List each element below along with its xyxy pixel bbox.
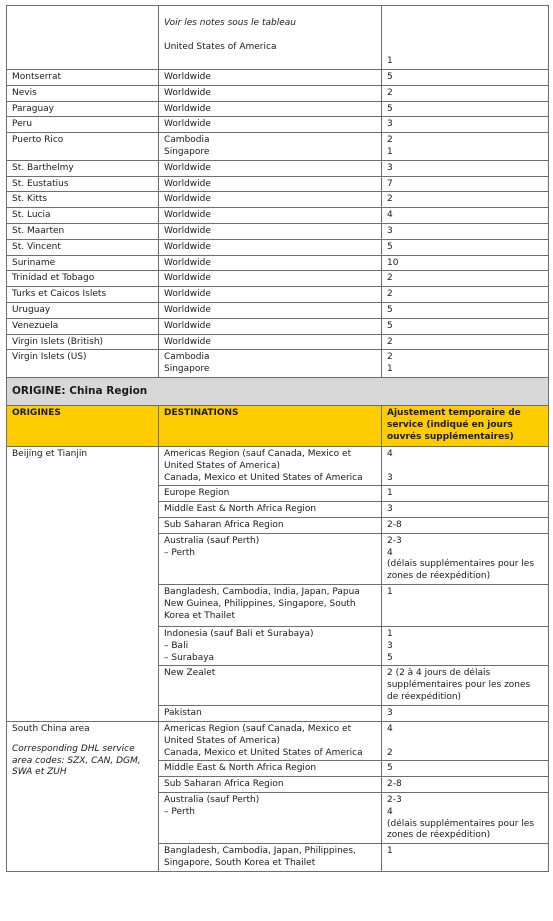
table-row [7,223,549,239]
destination-cell [159,239,382,255]
destination-cell [159,160,382,176]
destination-cell: Middle East & North Africa Region [159,502,382,518]
adjustment-value: 5 [387,241,393,252]
destination-text: Worldwide [164,241,211,252]
adjustment-value: 4 [387,210,393,221]
adjustment-cell: 2-3 4 (délais supplémentaires pour les zones de réexpédition) [382,793,549,844]
origin-name: Nevis [12,87,37,98]
adjustment-cell [382,176,549,192]
origin-name: Puerto Rico [12,135,64,146]
adjustment-cell [382,239,549,255]
region-heading-row [7,377,549,405]
adjustment-cell [382,271,549,287]
destination-cell: Americas Region (sauf Canada, Mexico et United States of America) Canada, Mexico et United States of America [159,446,382,485]
adjustment-value: 3 [387,162,393,173]
origin-cell [7,208,159,224]
adjustment-cell: 3 [382,502,549,518]
adjustment-cell: 5 [382,761,549,777]
table-row [7,271,549,287]
destination-cell [159,255,382,271]
origin-cell [7,722,159,872]
service-adjustment-table [6,5,549,872]
origin-name: Virgin Islets (US) [12,352,87,363]
origin-cell [7,318,159,334]
destination-cell: Pakistan [159,706,382,722]
table-row [7,287,549,303]
destination-cell [159,70,382,86]
origin-name: St. Eustatius [12,178,69,189]
destination-text: Worldwide [164,304,211,315]
origin-name: St. Lucia [12,210,51,221]
destination-cell: Sub Saharan Africa Region [159,777,382,793]
origin-cell [7,446,159,721]
origin-cell [7,350,159,378]
origin-cell [7,192,159,208]
destination-text: Cambodia [164,135,210,146]
origin-cell [7,223,159,239]
origin-cell [7,287,159,303]
header-destinations: DESTINATIONS [159,405,382,446]
table-row [7,117,549,133]
origin-cell [7,85,159,101]
destination-text: Worldwide [164,225,211,236]
adjustment-cell [382,160,549,176]
adjustment-cell [382,302,549,318]
adjustment-cell: 1 3 5 [382,626,549,665]
table-row [7,192,549,208]
adjustment-value: 3 [387,225,393,236]
adjustment-value: 5 [387,72,393,82]
destination-text: Worldwide [164,336,211,347]
destination-text: Worldwide [164,119,211,130]
origin-cell [7,334,159,350]
adjustment-value: 1 [387,364,393,375]
table-row [7,133,549,161]
origin-name: Beijing et Tianjin [12,448,88,459]
destination-cell [159,85,382,101]
adjustment-cell [382,117,549,133]
table-row [7,318,549,334]
table-row [7,350,549,378]
destination-text: Worldwide [164,178,211,189]
destination-cell [159,117,382,133]
destination-cell [159,192,382,208]
adjustment-value: 10 [387,257,399,268]
destination-text: United States of America [164,41,277,52]
adjustment-value: 2 [387,336,393,347]
origin-name: Trinidad et Tobago [12,273,95,284]
adjustment-cell: 3 [382,706,549,722]
adjustment-cell: 1 [382,584,549,626]
adjustment-cell [382,350,549,378]
destination-cell [159,176,382,192]
destination-text: Worldwide [164,103,211,114]
destination-text: Singapore [164,146,210,157]
adjustment-cell: 4 3 [382,446,549,485]
continuation-row [7,6,549,70]
adjustment-cell [382,255,549,271]
destination-cell [159,133,382,161]
adjustment-value: 2 [387,273,393,284]
adjustment-value: 5 [387,320,393,331]
table-row [7,722,549,761]
service-area-note: Corresponding DHL service area codes: SZX, CAN, DGM, SWA et ZUH [12,743,141,778]
adjustment-value: 5 [387,304,393,315]
adjustment-value: 2 [387,194,393,205]
destination-text: Singapore [164,364,210,375]
header-origins: ORIGINES [7,405,159,446]
adjustment-value: 1 [387,56,393,67]
column-header-row [7,405,549,446]
adjustment-value: 1 [387,146,393,157]
adjustment-cell [382,70,549,86]
destination-cell: Indonesia (sauf Bali et Surabaya) – Bali – Surabaya [159,626,382,665]
table-row [7,101,549,117]
table-row [7,302,549,318]
adjustment-cell: 1 [382,844,549,872]
adjustment-cell: 2 (2 à 4 jours de délais supplémentaires pour les zones de réexpédition) [382,666,549,706]
destination-cell [159,223,382,239]
adjustment-cell [382,6,549,70]
origin-cell [7,160,159,176]
destination-cell: New Zealet [159,666,382,706]
origin-name: St. Maarten [12,225,65,236]
origin-name: Peru [12,119,33,130]
destination-cell [159,208,382,224]
region-heading: ORIGINE: China Region [7,377,549,405]
adjustment-value: 5 [387,103,393,114]
origin-name: Suriname [12,257,56,268]
table-row [7,239,549,255]
origin-cell [7,6,159,70]
adjustment-value: 3 [387,119,393,130]
adjustment-cell: 2-3 4 (délais supplémentaires pour les zones de réexpédition) [382,533,549,584]
table-row [7,255,549,271]
table-row [7,85,549,101]
adjustment-cell [382,208,549,224]
table-row [7,208,549,224]
adjustment-cell: 1 [382,486,549,502]
destination-cell [159,6,382,70]
destination-cell: Middle East & North Africa Region [159,761,382,777]
destination-cell: Europe Region [159,486,382,502]
adjustment-cell [382,287,549,303]
origin-name: Montserrat [12,72,62,82]
table-row [7,160,549,176]
destination-text: Worldwide [164,257,211,268]
table-note-ref: Voir les notes sous le tableau [164,18,296,28]
adjustment-cell: 2-8 [382,517,549,533]
origin-name: Turks et Caicos Islets [12,289,107,300]
destination-text: Worldwide [164,87,211,98]
destination-cell: Sub Saharan Africa Region [159,517,382,533]
adjustment-value: 2 [387,87,393,98]
origin-cell [7,239,159,255]
destination-cell: Australia (sauf Perth) – Perth [159,793,382,844]
destination-cell [159,334,382,350]
destination-text: Worldwide [164,194,211,205]
adjustment-cell [382,334,549,350]
origin-name: St. Vincent [12,241,61,252]
table-row [7,334,549,350]
destination-text: Worldwide [164,72,211,82]
origin-cell [7,117,159,133]
adjustment-cell: 4 2 [382,722,549,761]
destination-cell: Australia (sauf Perth) – Perth [159,533,382,584]
destination-cell: Bangladesh, Cambodia, Japan, Philippines, Singapore, South Korea et Thailet [159,844,382,872]
destination-cell [159,287,382,303]
adjustment-cell [382,133,549,161]
origin-cell [7,255,159,271]
origin-name: Venezuela [12,320,59,331]
adjustment-cell: 2-8 [382,777,549,793]
destination-text: Worldwide [164,210,211,221]
adjustment-value: 2 [387,289,393,300]
table-row [7,176,549,192]
destination-text: Worldwide [164,320,211,331]
adjustment-value: 7 [387,178,393,189]
destination-text: Worldwide [164,273,211,284]
origin-cell [7,176,159,192]
destination-text: Cambodia [164,352,210,363]
origin-cell [7,133,159,161]
origin-name: South China area [12,724,90,735]
destination-cell: Bangladesh, Cambodia, India, Japan, Papua New Guinea, Philippines, Singapore, South Korea et Thailet [159,584,382,626]
origin-name: St. Barthelmy [12,162,74,173]
adjustment-cell [382,85,549,101]
adjustment-value: 2 [387,352,393,363]
origin-name: Virgin Islets (British) [12,336,104,347]
origin-cell [7,302,159,318]
table-row [7,446,549,485]
adjustment-cell [382,223,549,239]
table-row [7,70,549,86]
origin-name: Paraguay [12,103,55,114]
origin-name: Uruguay [12,304,51,315]
destination-cell [159,302,382,318]
destination-text: Worldwide [164,289,211,300]
origin-cell [7,101,159,117]
adjustment-value: 2 [387,135,393,146]
destination-cell [159,350,382,378]
origin-name: St. Kitts [12,194,48,205]
destination-cell [159,318,382,334]
origin-cell [7,70,159,86]
header-adjustment: Ajustement temporaire de service (indiqué en jours ouvrés supplémentaires) [382,405,549,446]
adjustment-cell [382,101,549,117]
destination-cell [159,271,382,287]
destination-cell: Americas Region (sauf Canada, Mexico et United States of America) Canada, Mexico et United States of America [159,722,382,761]
adjustment-cell [382,192,549,208]
destination-text: Worldwide [164,162,211,173]
destination-cell [159,101,382,117]
origin-cell [7,271,159,287]
adjustment-cell [382,318,549,334]
